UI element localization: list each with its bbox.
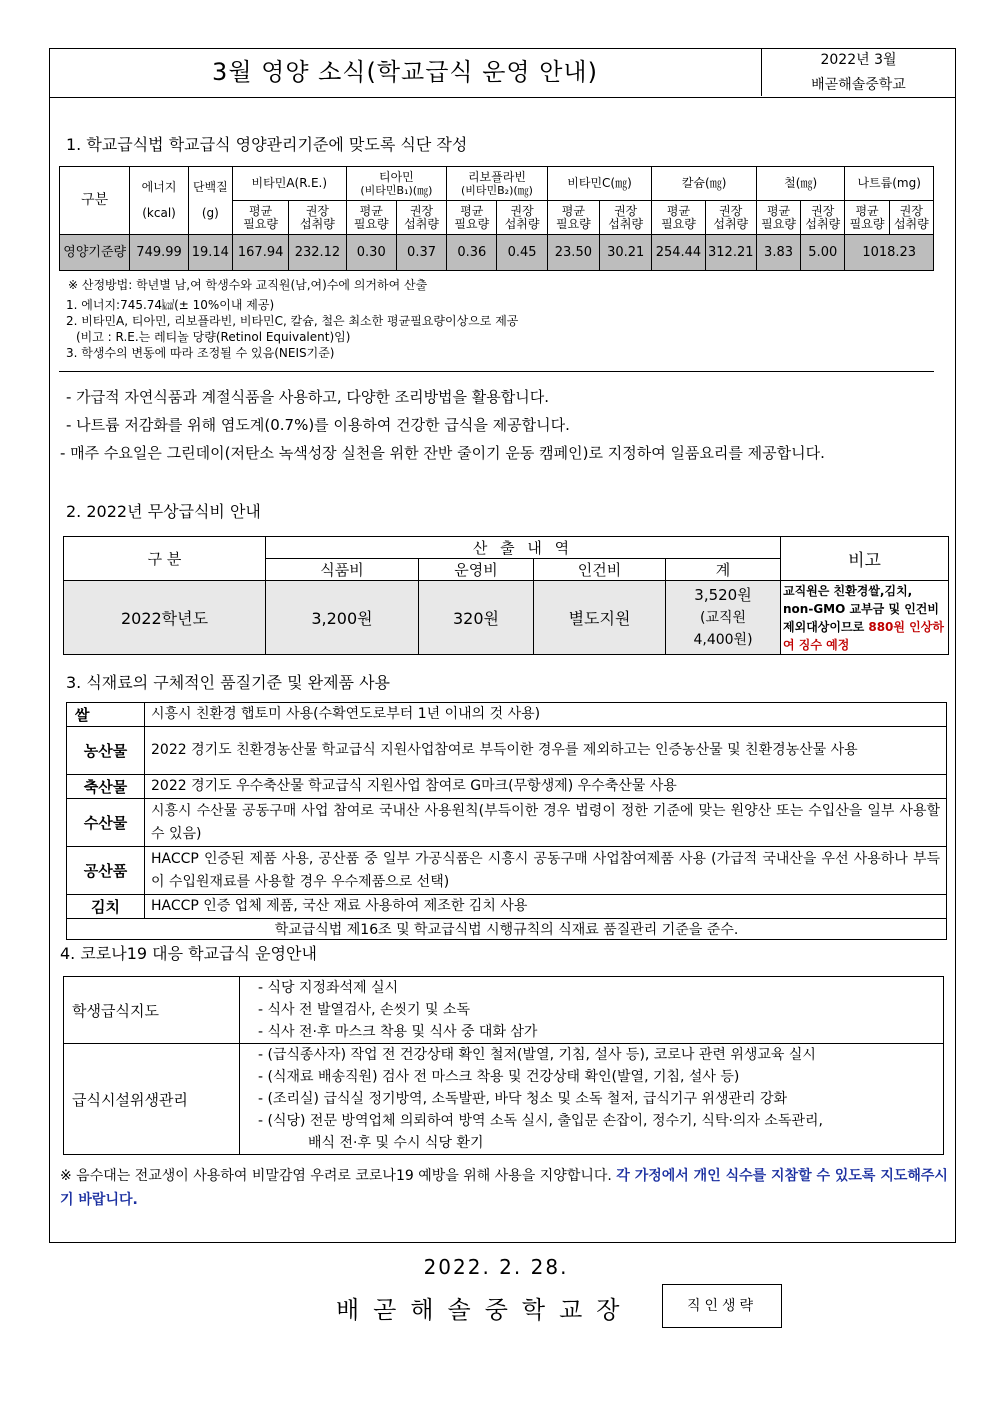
avg-need-label: 평균 필요량 [547, 201, 599, 235]
quality-row [67, 727, 947, 775]
labor-cost-header: 인건비 [534, 559, 666, 581]
rec-intake-label: 권장 섭취량 [600, 201, 652, 235]
document-header [49, 48, 956, 98]
col-calcium: 칼슘(㎎) [652, 167, 757, 201]
quality-row [67, 775, 947, 799]
notes-block [66, 277, 518, 361]
guideline-row [64, 1044, 944, 1155]
col-energy: 에너지 (kcal) [130, 167, 188, 235]
quality-text: 시흥시 친환경 햅토미 사용(수확연도로부터 1년 이내의 것 사용) [145, 703, 947, 727]
labor-cost: 별도지원 [534, 581, 666, 655]
col-vitC: 비타민C(㎎) [547, 167, 652, 201]
quality-text: HACCP 인증 업체 제품, 국산 재료 사용하여 제조한 김치 사용 [145, 895, 947, 919]
quality-footer-row [67, 919, 947, 940]
quality-label: 공산품 [67, 847, 145, 895]
guideline-item: - 식당 지정좌석제 실시 [258, 980, 399, 996]
quality-label: 김치 [67, 895, 145, 919]
ingredient-quality-table [66, 702, 947, 940]
covid-guideline-table [63, 976, 944, 1155]
guideline-label: 학생급식지도 [64, 977, 240, 1044]
col-sodium: 나트륨(mg) [845, 167, 934, 201]
header-info [761, 48, 955, 96]
col-thiamin: 티아민 (비타민B₁)(㎎) [346, 167, 447, 201]
policy-paragraph: - 매주 수요일은 그린데이(저탄소 녹색성장 실천을 위한 잔반 줄이기 운동 캠페인)로 지정하여 일품요리를 제공합니다. [60, 444, 825, 462]
avg-need-label: 평균 필요량 [756, 201, 800, 235]
operation-cost-header: 운영비 [419, 559, 534, 581]
issue-date: 2022. 2. 28. [423, 1255, 569, 1279]
cost-row [64, 581, 949, 655]
quality-row [67, 799, 947, 847]
quality-label: 수산물 [67, 799, 145, 847]
standard-values-row [60, 235, 934, 271]
section3-title: 3. 식재료의 구체적인 품질기준 및 완제품 사용 [66, 673, 390, 692]
value-cell: 0.45 [497, 235, 547, 271]
policy-paragraph: - 나트륨 저감화를 위해 염도계(0.7%)를 이용하여 건강한 급식을 제공합니다. [66, 416, 570, 434]
quality-label: 농산물 [67, 727, 145, 775]
rec-intake-label: 권장 섭취량 [889, 201, 933, 235]
guideline-item: - 식사 전 발열검사, 손씻기 및 소독 [258, 1002, 471, 1018]
value-cell: 23.50 [547, 235, 599, 271]
value-cell: 167.94 [232, 235, 288, 271]
guideline-item: - (급식종사자) 작업 전 건강상태 확인 철저(발열, 기침, 설사 등), 코로나 관련 위생교육 실시 [258, 1047, 816, 1063]
col-riboflavin: 리보플라빈 (비타민B₂)(㎎) [447, 167, 548, 201]
total-header: 계 [666, 559, 781, 581]
row-label: 2022학년도 [64, 581, 266, 655]
rec-intake-label: 권장 섭취량 [396, 201, 446, 235]
quality-text: 2022 경기도 친환경농산물 학교급식 지원사업참여로 부득이한 경우를 제외하고는 인증농산물 및 친환경농산물 사용 [145, 727, 947, 775]
value-cell: 1018.23 [845, 235, 934, 271]
rec-intake-label: 권장 섭취량 [801, 201, 845, 235]
value-cell: 0.36 [447, 235, 497, 271]
principal-name: 배곧해솔중학교장 [336, 1296, 634, 1324]
divider [59, 371, 934, 372]
avg-need-label: 평균 필요량 [845, 201, 889, 235]
col-gubun: 구분 [60, 167, 130, 235]
section1-title: 1. 학교급식법 학교급식 영양관리기준에 맞도록 식단 작성 [66, 135, 468, 154]
guideline-item: - (조리실) 급식실 정기방역, 소독발판, 바닥 청소 및 소독 철저, 급식기구 위생관리 강화 [258, 1091, 788, 1107]
header-school: 배곧해솔중학교 [811, 77, 906, 93]
avg-need-label: 평균 필요량 [232, 201, 288, 235]
row-label: 영양기준량 [60, 235, 130, 271]
policy-paragraph: - 가급적 자연식품과 계절식품을 사용하고, 다양한 조리방법을 활용합니다. [66, 388, 550, 406]
quality-text: HACCP 인증된 제품 사용, 공산품 중 일부 가공식품은 시흥시 공동구매 사업참여제품 사용 (가급적 국내산을 우선 사용하나 부득이 수입원재료를 사용할 경우 우수제품으로 선택) [145, 847, 947, 895]
col-vitA: 비타민A(R.E.) [232, 167, 346, 201]
guideline-item: - (식당) 전문 방역업체 의뢰하여 방역 소독 실시, 출입문 손잡이, 정수기, 식탁·의자 소독관리, [258, 1113, 823, 1129]
note-line: 1. 에너지:745.74㎉(± 10%이내 제공) [66, 298, 275, 312]
seal-omitted-box: 직인생략 [662, 1284, 782, 1328]
guideline-label: 급식시설위생관리 [64, 1044, 240, 1155]
quality-label: 축산물 [67, 775, 145, 799]
value-cell: 0.37 [396, 235, 446, 271]
section4-title: 4. 코로나19 대응 학교급식 운영안내 [60, 944, 317, 963]
quality-text: 시흥시 수산물 공동구매 사업 참여로 국내산 사용원칙(부득이한 경우 법령이 정한 기준에 맞는 원양산 또는 수입산을 일부 사용할 수 있음) [145, 799, 947, 847]
breakdown-header: 산 출 내 역 [266, 537, 781, 559]
value-cell: 232.12 [289, 235, 346, 271]
value-cell: 0.30 [346, 235, 396, 271]
value-cell: 312.21 [705, 235, 756, 271]
total-cost: 3,520원 (교직원 4,400원) [666, 581, 781, 655]
guideline-items [240, 977, 944, 1044]
guideline-item: 배식 전·후 및 수시 식당 환기 [308, 1135, 484, 1151]
gubun-header: 구 분 [64, 537, 266, 581]
operation-cost: 320원 [419, 581, 534, 655]
remark-header: 비고 [781, 537, 949, 581]
value-cell: 749.99 [130, 235, 188, 271]
quality-footer: 학교급식법 제16조 및 학교급식법 시행규칙의 식재료 품질관리 기준을 준수. [67, 919, 947, 940]
drinking-fountain-note: ※ 음수대는 전교생이 사용하여 비말감염 우려로 코로나19 예방을 위해 사용을 지양합니다. 각 가정에서 개인 식수를 지참할 수 있도록 지도해주시기 바랍니다. [60, 1168, 948, 1208]
rec-intake-label: 권장 섭취량 [497, 201, 547, 235]
guideline-items [240, 1044, 944, 1155]
value-cell: 3.83 [756, 235, 800, 271]
avg-need-label: 평균 필요량 [652, 201, 705, 235]
quality-row [67, 847, 947, 895]
rec-intake-label: 권장 섭취량 [705, 201, 756, 235]
remark-cell: 교직원은 친환경쌀,김치, non-GMO 교부금 및 인건비 제외대상이므로 880원 인상하여 징수 예정 [781, 581, 949, 655]
note-line: ※ 산정방법: 학년별 남,여 학생수와 교직원(남,여)수에 의거하여 산출 [68, 278, 428, 292]
avg-need-label: 평균 필요량 [447, 201, 497, 235]
col-protein: 단백질 (g) [188, 167, 232, 235]
avg-need-label: 평균 필요량 [346, 201, 396, 235]
food-cost-header: 식품비 [266, 559, 419, 581]
food-cost: 3,200원 [266, 581, 419, 655]
guideline-item: - 식사 전·후 마스크 착용 및 식사 중 대화 삼가 [258, 1024, 538, 1040]
value-cell: 254.44 [652, 235, 705, 271]
col-iron: 철(㎎) [756, 167, 845, 201]
guideline-row [64, 977, 944, 1044]
rec-intake-label: 권장 섭취량 [289, 201, 346, 235]
guideline-item: - (식재료 배송직원) 검사 전 마스크 착용 및 건강상태 확인(발열, 기침, 설사 등) [258, 1069, 740, 1085]
page-title: 3월 영양 소식(학교급식 운영 안내) [212, 58, 598, 86]
quality-text: 2022 경기도 우수축산물 학교급식 지원사업 참여로 G마크(무항생제) 우수축산물 사용 [145, 775, 947, 799]
quality-row [67, 895, 947, 919]
meal-cost-table [63, 536, 949, 655]
quality-label: 쌀 [67, 703, 145, 727]
value-cell: 19.14 [188, 235, 232, 271]
note-line: 2. 비타민A, 티아민, 리보플라빈, 비타민C, 칼슘, 철은 최소한 평균필요량이상으로 제공 [66, 314, 519, 328]
note-line: (비고 : R.E.는 레티놀 당량(Retinol Equivalent)임) [76, 330, 351, 344]
quality-row [67, 703, 947, 727]
value-cell: 5.00 [801, 235, 845, 271]
note-line: 3. 학생수의 변동에 따라 조정될 수 있음(NEIS기준) [66, 346, 335, 360]
value-cell: 30.21 [600, 235, 652, 271]
section2-title: 2. 2022년 무상급식비 안내 [66, 502, 261, 521]
nutrition-standard-table [59, 166, 934, 271]
header-date: 2022년 3월 [820, 52, 897, 68]
